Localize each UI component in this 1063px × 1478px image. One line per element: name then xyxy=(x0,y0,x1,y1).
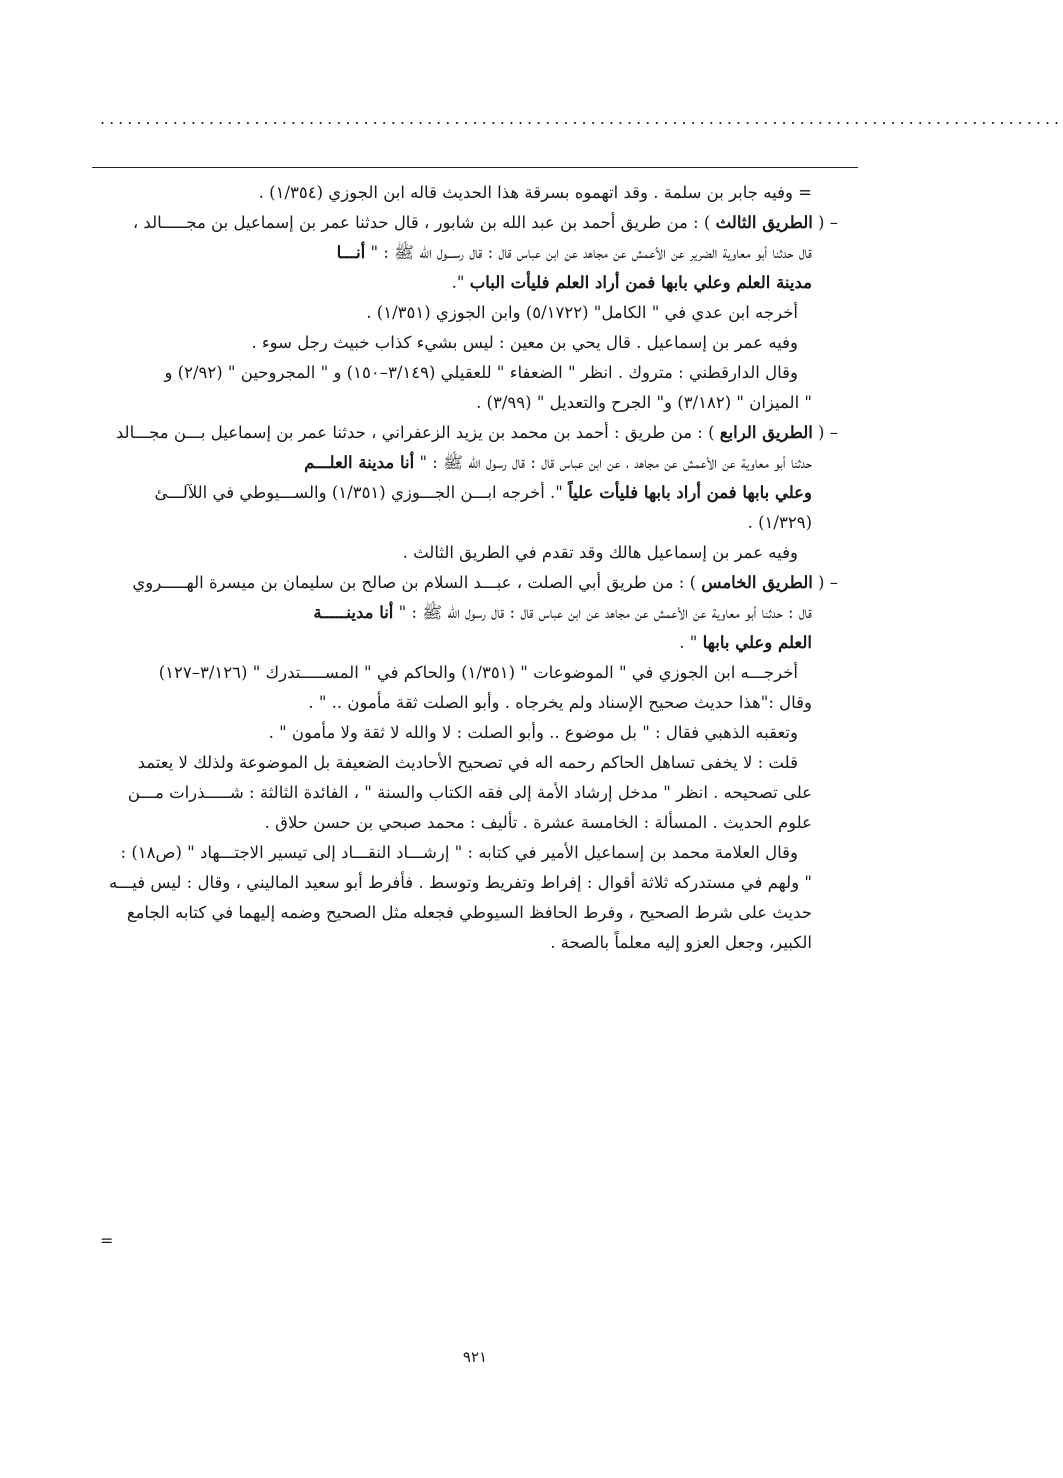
text-segment: – ( xyxy=(812,573,838,592)
bold-text: أنا مدينة العلـــم xyxy=(304,453,415,472)
footnote-text xyxy=(86,178,838,958)
text-segment: وفيه عمر بن إسماعيل . قال يحي بن معين : ليس بشيء كذاب خبيث رجل سوء . xyxy=(251,333,798,352)
text-segment: ) : من طريق : أحمد بن محمد بن يزيد الزعفراني ، حدثنا عمر بن إسماعيل بـــن مجـــالد xyxy=(115,423,720,442)
text-segment: – ( xyxy=(812,213,838,232)
text-segment: ". xyxy=(451,273,470,292)
text-line xyxy=(86,328,838,358)
text-line xyxy=(86,568,838,598)
text-segment: وفيه عمر بن إسماعيل هالك وقد تقدم في الطريق الثالث . xyxy=(402,543,798,562)
text-line xyxy=(86,628,838,658)
text-line xyxy=(86,298,838,328)
bold-text: الطريق الخامس xyxy=(701,573,813,592)
footnote-rule xyxy=(92,167,858,168)
text-segment: = وفيه جابر بن سلمة . وقد اتهموه بسرقة هذا الحديث قاله ابن الجوزي (١/٣٥٤) . xyxy=(258,183,812,202)
text-segment: – ( xyxy=(812,423,838,442)
bold-text: مدينة العلم وعلي بابها فمن أراد العلم فليأت الباب xyxy=(469,273,812,292)
text-segment: قلت : لا يخفى تساهل الحاكم رحمه اله في تصحيح الأحاديث الضعيفة بل الموضوعة ولذلك لا يعتمد xyxy=(137,753,798,772)
text-segment: حديث على شرط الصحيح ، وفرط الحافظ السيوطي فجعله مثل الصحيح وضمه إليهما في كتابه الجامع xyxy=(126,903,812,922)
text-segment: ) : من طريق أحمد بن عبد الله بن شابور ، قال حدثنا عمر بن إسماعيل بن مجـــــالد ، xyxy=(132,213,716,232)
bold-text: أنا مدينـــــة xyxy=(313,603,394,622)
bold-text: أنـــا xyxy=(336,243,366,262)
text-segment: ". أخرجه ابـــن الجـــوزي (١/٣٥١) والســـيوطي في اللآلـــئ xyxy=(154,483,569,502)
text-line xyxy=(86,598,838,628)
text-segment: وقال العلامة محمد بن إسماعيل الأمير في كتابه : " إرشـــاد النقـــاد إلى تيسير الاجتـــهاد " (ص١٨) : xyxy=(120,843,798,862)
text-segment: ) : من طريق أبي الصلت ، عبـــد السلام بن صالح بن سليمان بن ميسرة الهـــــروي xyxy=(132,573,702,592)
continuation-mark: = xyxy=(100,1231,114,1250)
text-segment: علوم الحديث . المسألة : الخامسة عشرة . تأليف : محمد صبحي بن حسن حلاق . xyxy=(264,813,812,832)
text-segment: قال : حدثنا أبو معاوية عن الأعمش عن مجاهد عن ابن عباس قال : قال رسول الله ﷺ : " xyxy=(393,603,812,622)
text-line xyxy=(86,658,838,688)
text-line xyxy=(86,208,838,238)
text-segment: أخرجه ابن عدي في " الكامل" (٥/١٧٢٢) وابن الجوزي (١/٣٥١) . xyxy=(366,303,798,322)
bold-text: الطريق الثالث xyxy=(715,213,813,232)
page-number: ٩٢١ xyxy=(462,1348,488,1366)
bold-text: وعلي بابها فمن أراد بابها فليأت علياً xyxy=(568,483,812,502)
bold-text: الطريق الرابع xyxy=(719,423,813,442)
text-line xyxy=(86,928,838,958)
text-line xyxy=(86,268,838,298)
text-line xyxy=(86,718,838,748)
text-line xyxy=(86,838,838,868)
text-segment: " الميزان " (٣/١٨٢) و" الجرح والتعديل " (٣/٩٩) . xyxy=(476,393,812,412)
text-line xyxy=(86,448,838,478)
text-segment: وتعقبه الذهبي فقال : " بل موضوع .. وأبو الصلت : لا والله لا ثقة ولا مأمون " . xyxy=(268,723,798,742)
text-line xyxy=(86,418,838,448)
text-segment: وقال :"هذا حديث صحيح الإسناد ولم يخرجاه . وأبو الصلت ثقة مأمون .. " . xyxy=(308,693,812,712)
text-line xyxy=(86,238,838,268)
text-segment: " . xyxy=(679,633,703,652)
text-line xyxy=(86,808,838,838)
text-line xyxy=(86,538,838,568)
text-line xyxy=(86,358,838,388)
text-line xyxy=(86,898,838,928)
text-line xyxy=(86,778,838,808)
text-line xyxy=(86,748,838,778)
text-segment: " ولهم في مستدركه ثلاثة أقوال : إفراط وتفريط وتوسط . فأفرط أبو سعيد الماليني ، وقال : ليس فيـــه xyxy=(108,873,812,892)
text-line xyxy=(86,178,838,208)
text-line xyxy=(86,388,838,418)
text-segment: على تصحيحه . انظر " مدخل إرشاد الأمة إلى فقه الكتاب والسنة " ، الفائدة الثالثة : شـــــذرات مـــن xyxy=(127,783,812,802)
text-segment: حدثنا أبو معاوية عن الأعمش عن مجاهد ، عن ابن عباس قال : قال رسول الله ﷺ : " xyxy=(414,453,812,472)
text-line xyxy=(86,688,838,718)
text-segment: (١/٣٢٩) . xyxy=(747,513,812,532)
dotted-separator: .......................................................................................................... xyxy=(100,109,1063,128)
text-line xyxy=(86,508,838,538)
text-line xyxy=(86,868,838,898)
text-line xyxy=(86,478,838,508)
text-segment: أخرجـــه ابن الجوزي في " الموضوعات " (١/٣٥١) والحاكم في " المســـــتدرك " (٣/١٢٦–١٢٧) xyxy=(158,663,798,682)
text-segment: قال حدثنا أبو معاوية الضرير عن الأعمش عن مجاهد عن ابن عباس قال : قال رســـول الله ﷺ : " xyxy=(365,243,812,262)
bold-text: العلم وعلي بابها xyxy=(702,633,812,652)
text-segment: الكبير، وجعل العزو إليه معلماً بالصحة . xyxy=(550,933,812,952)
text-segment: وقال الدارقطني : متروك . انظر " الضعفاء " للعقيلي (٣/١٤٩–١٥٠) و " المجروحين " (٢/٩٢) و xyxy=(164,363,798,382)
